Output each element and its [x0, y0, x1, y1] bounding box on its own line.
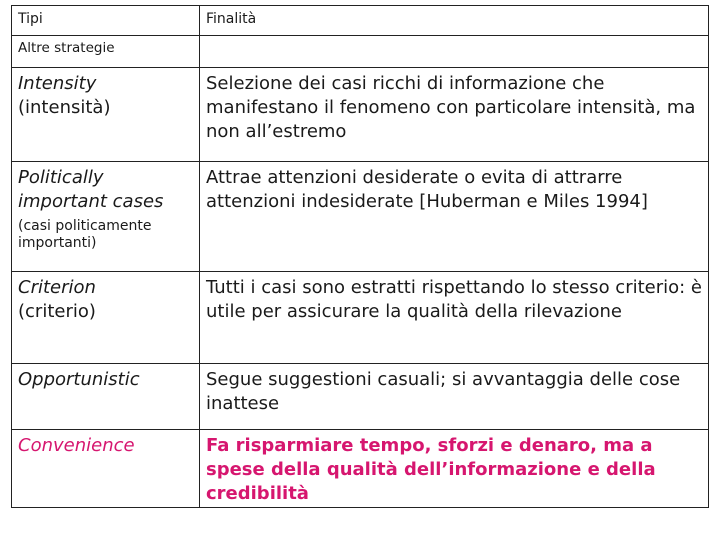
type-cell: [12, 430, 200, 508]
type-name: Convenience: [18, 435, 135, 456]
sampling-strategies-table: [11, 5, 709, 508]
section-empty-cell: [200, 36, 709, 68]
table-row: [12, 364, 709, 430]
header-finalita: Finalità: [200, 6, 709, 36]
section-label: Altre strategie: [12, 36, 200, 68]
table-header-row: [12, 6, 709, 36]
type-name: Criterion: [18, 277, 96, 298]
header-tipi: Tipi: [12, 6, 200, 36]
type-gloss: (criterio): [18, 300, 96, 322]
type-cell: [12, 272, 200, 364]
table-row: [12, 162, 709, 272]
purpose-cell: Fa risparmiare tempo, sforzi e denaro, ma a spese della qualità dell’informazione e della credibilità: [200, 430, 709, 508]
purpose-cell: Attrae attenzioni desiderate o evita di attrarre attenzioni indesiderate [Huberman e Miles 1994]: [200, 162, 709, 272]
type-name: Intensity: [18, 73, 97, 94]
table-row: [12, 430, 709, 508]
type-name: Politically important cases: [18, 167, 164, 212]
type-cell: [12, 162, 200, 272]
type-cell: [12, 68, 200, 162]
type-cell: [12, 364, 200, 430]
purpose-cell: Segue suggestioni casuali; si avvantaggia delle cose inattese: [200, 364, 709, 430]
purpose-cell: Selezione dei casi ricchi di informazione che manifestano il fenomeno con particolare intensità, ma non all’estremo: [200, 68, 709, 162]
type-gloss: (intensità): [18, 96, 111, 118]
purpose-cell: Tutti i casi sono estratti rispettando lo stesso criterio: è utile per assicurare la qualità della rilevazione: [200, 272, 709, 364]
type-name: Opportunistic: [18, 369, 140, 390]
table-row: [12, 272, 709, 364]
section-row: [12, 36, 709, 68]
type-gloss: (casi politicamente importanti): [18, 217, 152, 252]
table-row: [12, 68, 709, 162]
